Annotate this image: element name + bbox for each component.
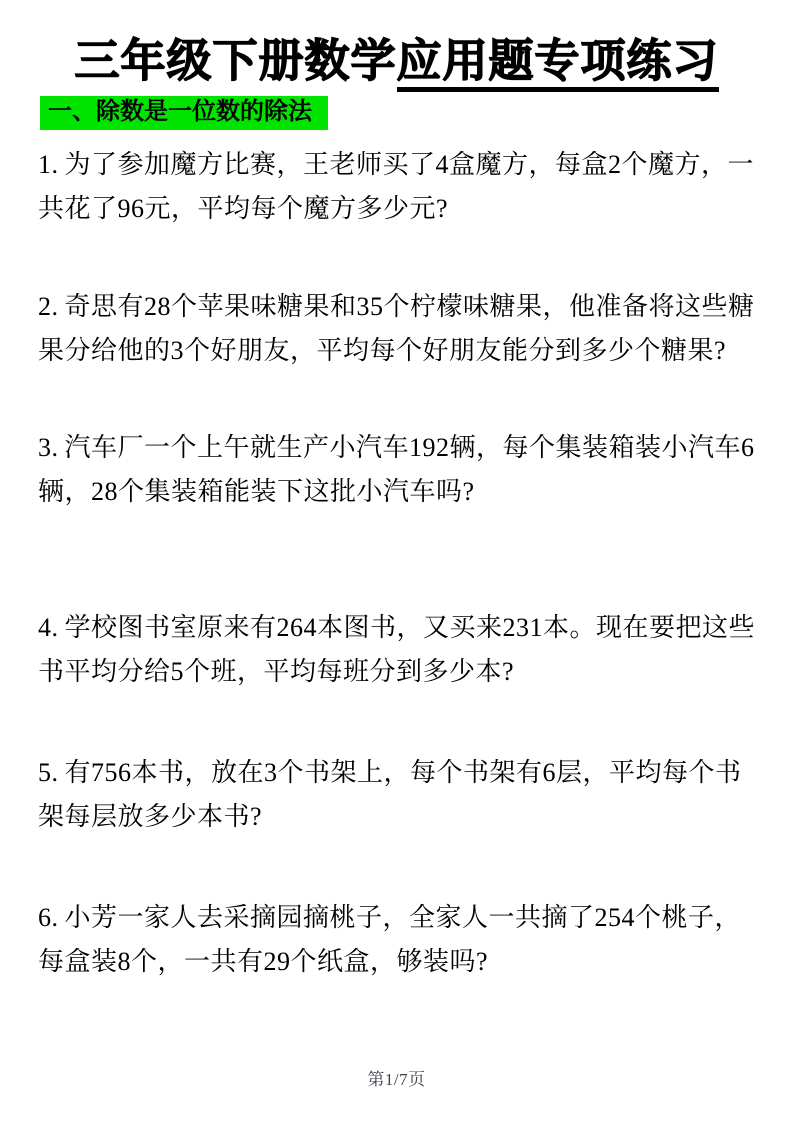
- problem-number: 6.: [38, 903, 59, 933]
- problem-text: 汽车厂一个上午就生产小汽车192辆，每个集装箱装小汽车6辆，28个集装箱能装下这批小汽车吗?: [38, 433, 755, 507]
- problem-text: 奇思有28个苹果味糖果和35个柠檬味糖果，他准备将这些糖果分给他的3个好朋友，平均每个好朋友能分到多少个糖果?: [38, 292, 755, 366]
- problem-text: 学校图书室原来有264本图书，又买来231本。现在要把这些书平均分给5个班，平均每班分到多少本?: [38, 613, 756, 687]
- problem-text: 为了参加魔方比赛，王老师买了4盒魔方，每盒2个魔方，一共花了96元，平均每个魔方多少元?: [38, 150, 755, 224]
- title-underlined-part: 应用题专项练习: [397, 35, 719, 92]
- problem-list: [38, 143, 755, 984]
- title-plain-part: 三年级下册数学: [74, 35, 397, 86]
- problem-2: [38, 285, 755, 373]
- page-number: 第1/7页: [367, 1070, 426, 1089]
- problem-number: 3.: [38, 433, 59, 463]
- problem-3: [38, 426, 755, 514]
- problem-number: 5.: [38, 758, 59, 788]
- problem-number: 4.: [38, 613, 59, 643]
- problem-6: [38, 896, 755, 984]
- problem-1: [38, 143, 755, 231]
- problem-number: 1.: [38, 150, 59, 180]
- section-header: [40, 96, 328, 130]
- page-title: [38, 34, 755, 87]
- problem-number: 2.: [38, 292, 59, 322]
- problem-text: 有756本书，放在3个书架上，每个书架有6层，平均每个书架每层放多少本书?: [38, 758, 742, 832]
- problem-text: 小芳一家人去采摘园摘桃子，全家人一共摘了254个桃子，每盒装8个，一共有29个纸盒，够装吗?: [38, 903, 742, 977]
- problem-5: [38, 751, 755, 839]
- problem-4: [38, 606, 755, 694]
- section-label: 一、除数是一位数的除法: [48, 99, 312, 126]
